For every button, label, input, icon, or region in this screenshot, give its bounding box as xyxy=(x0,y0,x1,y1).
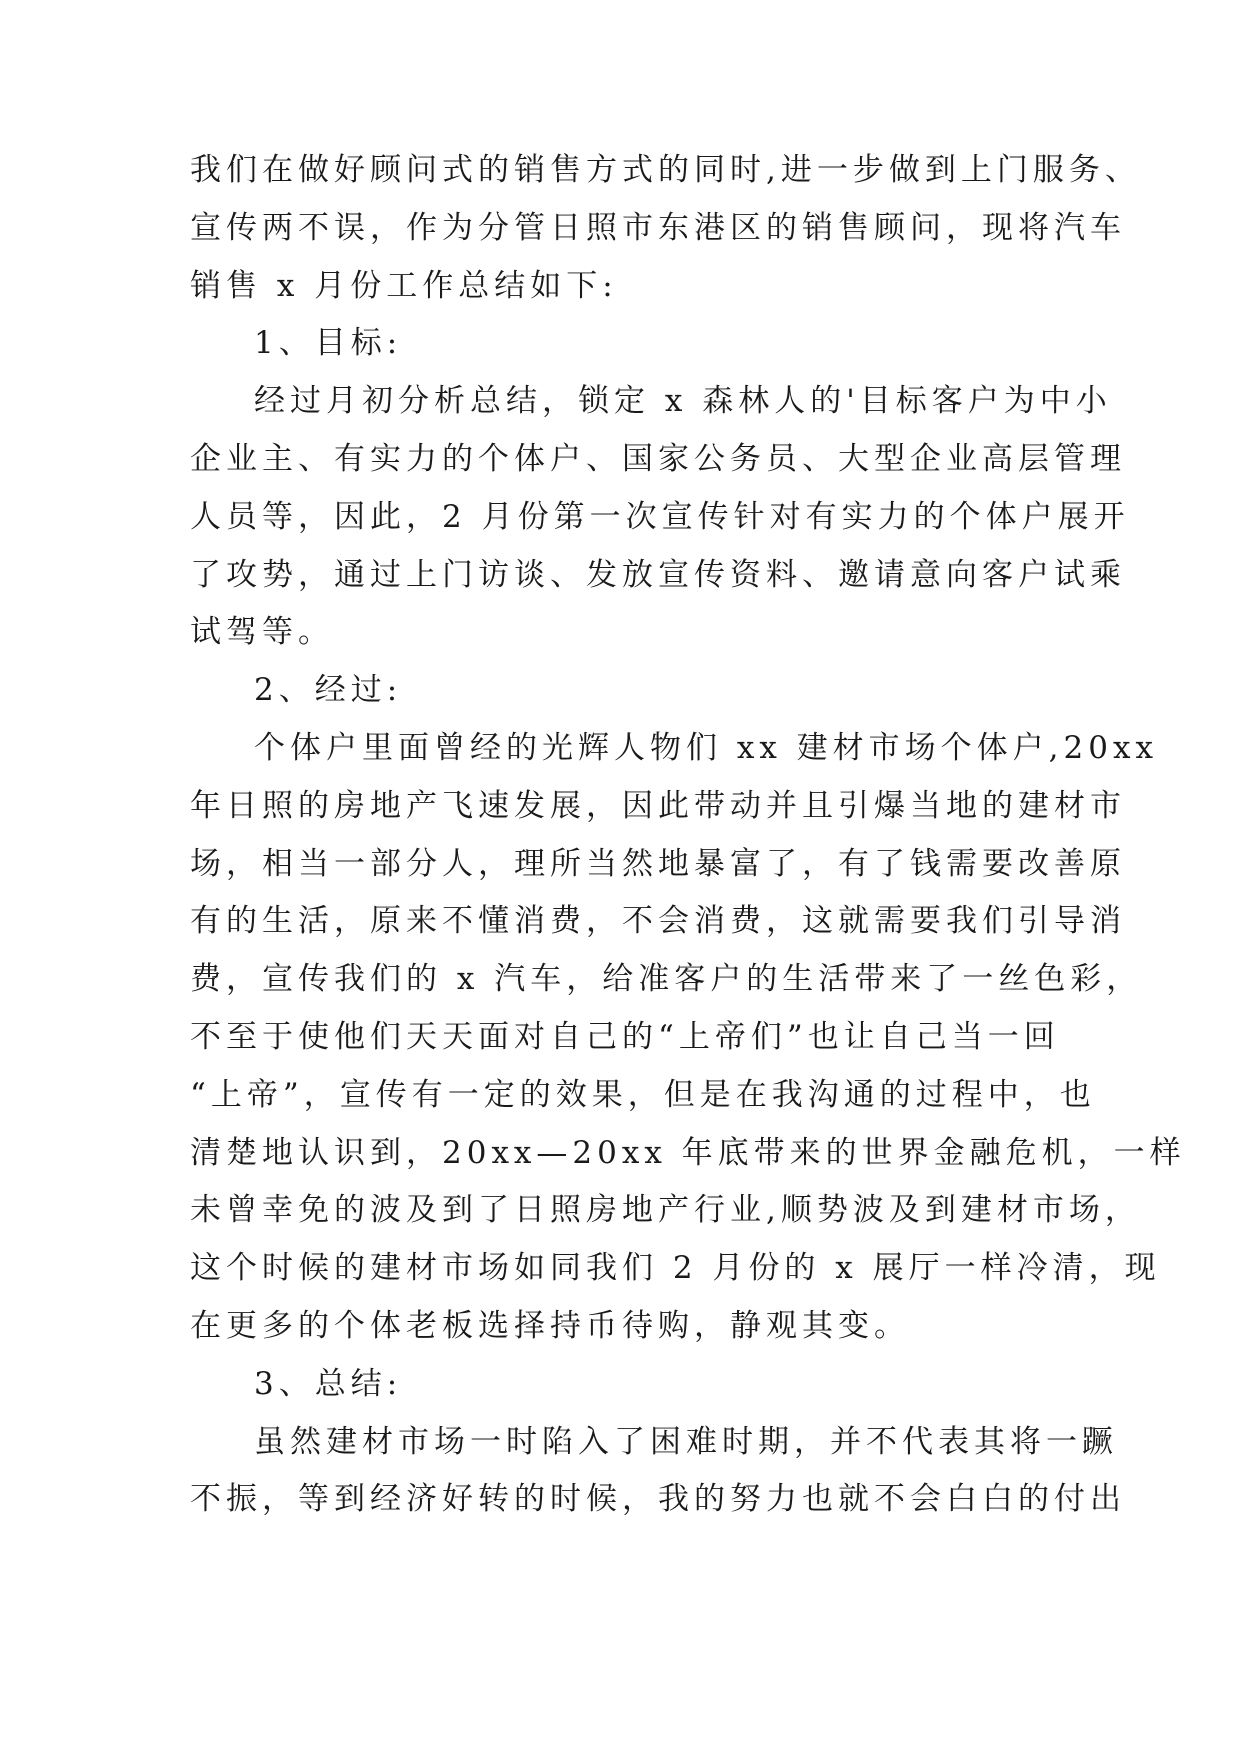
body-line: 在更多的个体老板选择持币待购，静观其变。 xyxy=(190,1307,910,1344)
section-heading-summary: 3、总结: xyxy=(254,1365,403,1402)
body-line: 宣传两不误，作为分管日照市东港区的销售顾问，现将汽车 xyxy=(190,209,1126,246)
body-line: 了攻势，通过上门访谈、发放宣传资料、邀请意向客户试乘 xyxy=(190,556,1126,593)
body-line: 有的生活，原来不懂消费，不会消费，这就需要我们引导消 xyxy=(190,903,1126,940)
section-heading-process: 2、经过: xyxy=(254,672,403,709)
body-line: 虽然建材市场一时陷入了困难时期，并不代表其将一蹶 xyxy=(254,1423,1118,1460)
body-line: 不至于使他们天天面对自己的“上帝们”也让自己当一回 xyxy=(190,1018,1060,1055)
body-line: 销售 x 月份工作总结如下: xyxy=(190,267,618,304)
body-line: 企业主、有实力的个体户、国家公务员、大型企业高层管理 xyxy=(190,440,1126,477)
body-line: 年日照的房地产飞速发展，因此带动并且引爆当地的建材市 xyxy=(190,787,1126,824)
body-line: 这个时候的建材市场如同我们 2 月份的 x 展厅一样冷清，现 xyxy=(190,1250,1161,1287)
body-line: 不振，等到经济好转的时候，我的努力也就不会白白的付出 xyxy=(190,1481,1126,1518)
body-line: 费，宣传我们的 x 汽车，给准客户的生活带来了一丝色彩， xyxy=(190,961,1143,998)
body-line: 未曾幸免的波及到了日照房地产行业,顺势波及到建材市场， xyxy=(190,1192,1141,1229)
body-line: 清楚地认识到，20xx—20xx 年底带来的世界金融危机，一样 xyxy=(190,1134,1186,1171)
body-line: 经过月初分析总结，锁定 x 森林人的'目标客户为中小 xyxy=(254,383,1112,420)
body-line: “上帝”，宣传有一定的效果，但是在我沟通的过程中，也 xyxy=(190,1076,1096,1113)
document-body xyxy=(190,142,1186,1529)
body-line: 人员等，因此，2 月份第一次宣传针对有实力的个体户展开 xyxy=(190,498,1130,535)
section-heading-target: 1、目标: xyxy=(254,325,403,362)
body-line: 场，相当一部分人，理所当然地暴富了，有了钱需要改善原 xyxy=(190,845,1126,882)
body-line: 我们在做好顾问式的销售方式的同时,进一步做到上门服务、 xyxy=(190,152,1141,188)
body-line: 试驾等。 xyxy=(190,614,334,651)
body-line: 个体户里面曾经的光辉人物们 xx 建材市场个体户,20xx xyxy=(254,729,1158,766)
